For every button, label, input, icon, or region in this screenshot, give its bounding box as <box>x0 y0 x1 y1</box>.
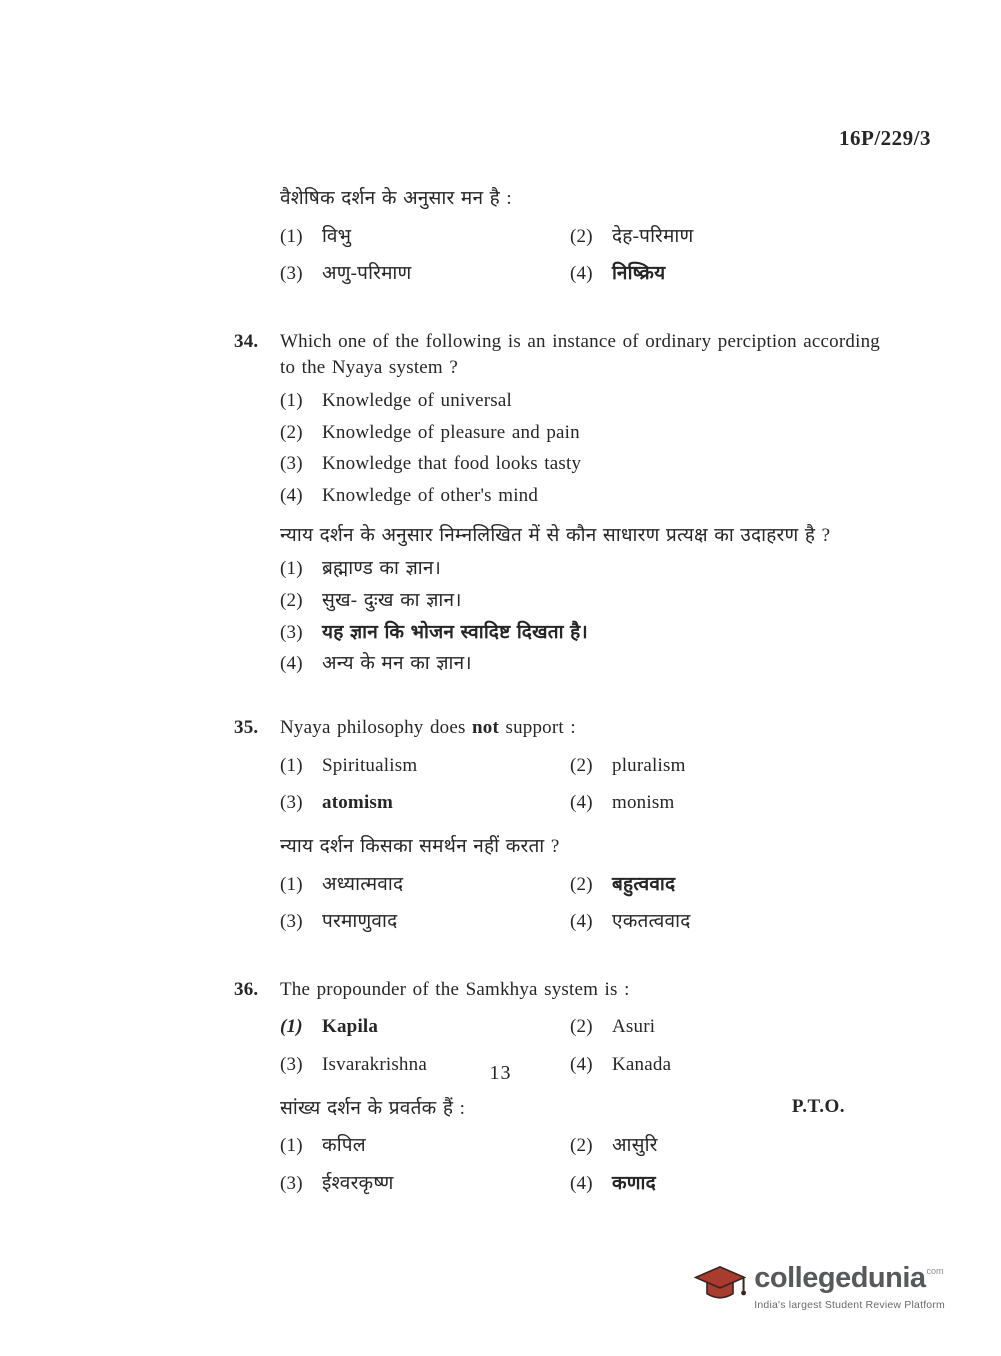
option-number: (1) <box>280 225 303 247</box>
option-text: Isvarakrishna <box>322 1054 427 1076</box>
option-text: विभु <box>322 225 352 247</box>
option-text: एकतत्ववाद <box>612 911 691 933</box>
option-text: ब्रह्माण्ड का ज्ञान। <box>322 558 442 580</box>
option-number: (4) <box>280 653 303 675</box>
stem-text-emphasis: not <box>472 716 500 738</box>
option-number: (1) <box>280 1135 303 1157</box>
option-text: सुख- दुःख का ज्ञान। <box>322 590 462 612</box>
question-number: 36. <box>234 978 259 1000</box>
stem-text: Nyaya philosophy does <box>280 716 473 738</box>
option-row <box>280 388 880 414</box>
option-number: (4) <box>570 1054 593 1076</box>
option-row <box>280 224 570 250</box>
option-text: बहुत्ववाद <box>612 873 676 895</box>
option-number: (1) <box>280 1016 303 1038</box>
option-text: यह ज्ञान कि भोजन स्वादिष्ट दिखता है। <box>322 621 588 643</box>
option-number: (3) <box>280 1054 303 1076</box>
option-number: (2) <box>570 1016 593 1038</box>
question-stem-en <box>280 715 880 741</box>
option-number: (2) <box>570 225 593 247</box>
option-number: (4) <box>570 263 593 285</box>
option-text: atomism <box>322 792 394 814</box>
option-text: monism <box>612 792 675 814</box>
option-row <box>280 588 880 614</box>
option-text: आसुरि <box>612 1135 658 1157</box>
option-row <box>280 1014 570 1040</box>
brand-name: collegedunia <box>754 1262 926 1294</box>
option-number: (2) <box>570 873 593 895</box>
option-row <box>280 483 880 509</box>
page-number: 13 <box>489 1062 512 1084</box>
option-row <box>570 1171 880 1197</box>
question-35 <box>234 715 880 939</box>
option-row <box>570 790 880 816</box>
option-text: pluralism <box>612 754 686 776</box>
question-stem-hi: सांख्य दर्शन के प्रवर्तक हैं : <box>280 1097 466 1119</box>
option-text: निष्क्रिय <box>612 263 666 285</box>
option-number: (3) <box>280 453 303 475</box>
options-list <box>280 388 880 509</box>
option-row <box>570 1133 880 1159</box>
option-row <box>280 261 570 287</box>
page-content <box>234 186 880 1211</box>
option-text: कपिल <box>322 1135 366 1157</box>
option-number: (1) <box>280 390 303 412</box>
option-number: (1) <box>280 754 303 776</box>
option-row <box>570 261 880 287</box>
option-text: Kanada <box>612 1054 672 1076</box>
option-number: (1) <box>280 558 303 580</box>
question-stem-hi: वैशेषिक दर्शन के अनुसार मन है : <box>280 188 512 209</box>
options-grid <box>280 868 880 939</box>
question-stem-en: Which one of the following is an instance of ordinary perciption according to the Nyaya system ? <box>280 330 880 378</box>
question-stem-en: The propounder of the Samkhya system is : <box>280 978 630 1000</box>
options-grid <box>280 1129 880 1200</box>
question-36 <box>234 977 880 1201</box>
option-row <box>570 872 880 898</box>
option-number: (4) <box>570 1173 593 1195</box>
option-text: Asuri <box>612 1016 656 1038</box>
option-number: (2) <box>280 421 303 443</box>
option-text: परमाणुवाद <box>322 911 398 933</box>
logo-text <box>754 1262 945 1311</box>
brand-tagline: India's largest Student Review Platform <box>754 1299 945 1311</box>
question-carryover <box>280 186 880 291</box>
option-row <box>280 909 570 935</box>
question-34 <box>234 329 880 677</box>
question-number: 34. <box>234 330 259 352</box>
option-text: अणु-परिमाण <box>322 263 412 285</box>
option-text: कणाद <box>612 1173 656 1195</box>
option-row <box>280 790 570 816</box>
option-text: Knowledge that food looks tasty <box>322 453 582 475</box>
option-number: (2) <box>570 1135 593 1157</box>
option-row <box>570 1014 880 1040</box>
option-text: अध्यात्मवाद <box>322 873 404 895</box>
option-number: (3) <box>280 1173 303 1195</box>
option-row <box>570 909 880 935</box>
paper-code: 16P/229/3 <box>839 126 931 150</box>
option-text: Spiritualism <box>322 754 418 776</box>
option-text: ईश्वरकृष्ण <box>322 1173 394 1195</box>
option-number: (3) <box>280 911 303 933</box>
options-grid <box>280 220 880 291</box>
option-number: (4) <box>570 792 593 814</box>
option-number: (2) <box>570 754 593 776</box>
option-row <box>280 1171 570 1197</box>
option-row <box>280 651 880 677</box>
question-stem-hi: न्याय दर्शन के अनुसार निम्नलिखित में से कौन साधारण प्रत्यक्ष का उदाहरण है ? <box>280 524 831 546</box>
option-row <box>280 556 880 582</box>
brand-tld: com <box>926 1266 944 1276</box>
option-number: (2) <box>280 590 303 612</box>
option-row <box>280 1133 570 1159</box>
option-text: Kapila <box>322 1016 379 1038</box>
option-text: देह-परिमाण <box>612 225 694 247</box>
option-number: (3) <box>280 621 303 643</box>
option-row <box>280 420 880 446</box>
option-row <box>570 753 880 779</box>
option-row <box>280 451 880 477</box>
pto-label: P.T.O. <box>791 1096 845 1117</box>
stem-text: support : <box>499 716 576 738</box>
question-number: 35. <box>234 716 259 738</box>
graduation-cap-icon <box>694 1262 746 1314</box>
option-row <box>280 620 880 646</box>
options-list <box>280 556 880 677</box>
collegedunia-logo <box>694 1262 945 1314</box>
option-row <box>280 753 570 779</box>
question-stem-hi: न्याय दर्शन किसका समर्थन नहीं करता ? <box>280 835 560 857</box>
option-number: (3) <box>280 263 303 285</box>
option-text: Knowledge of other's mind <box>322 485 539 507</box>
option-row <box>570 224 880 250</box>
option-row <box>280 872 570 898</box>
option-text: अन्य के मन का ज्ञान। <box>322 653 472 675</box>
options-grid <box>280 749 880 820</box>
option-number: (1) <box>280 873 303 895</box>
option-text: Knowledge of universal <box>322 390 512 412</box>
option-number: (3) <box>280 792 303 814</box>
option-text: Knowledge of pleasure and pain <box>322 421 580 443</box>
option-number: (4) <box>280 485 303 507</box>
option-number: (4) <box>570 911 593 933</box>
